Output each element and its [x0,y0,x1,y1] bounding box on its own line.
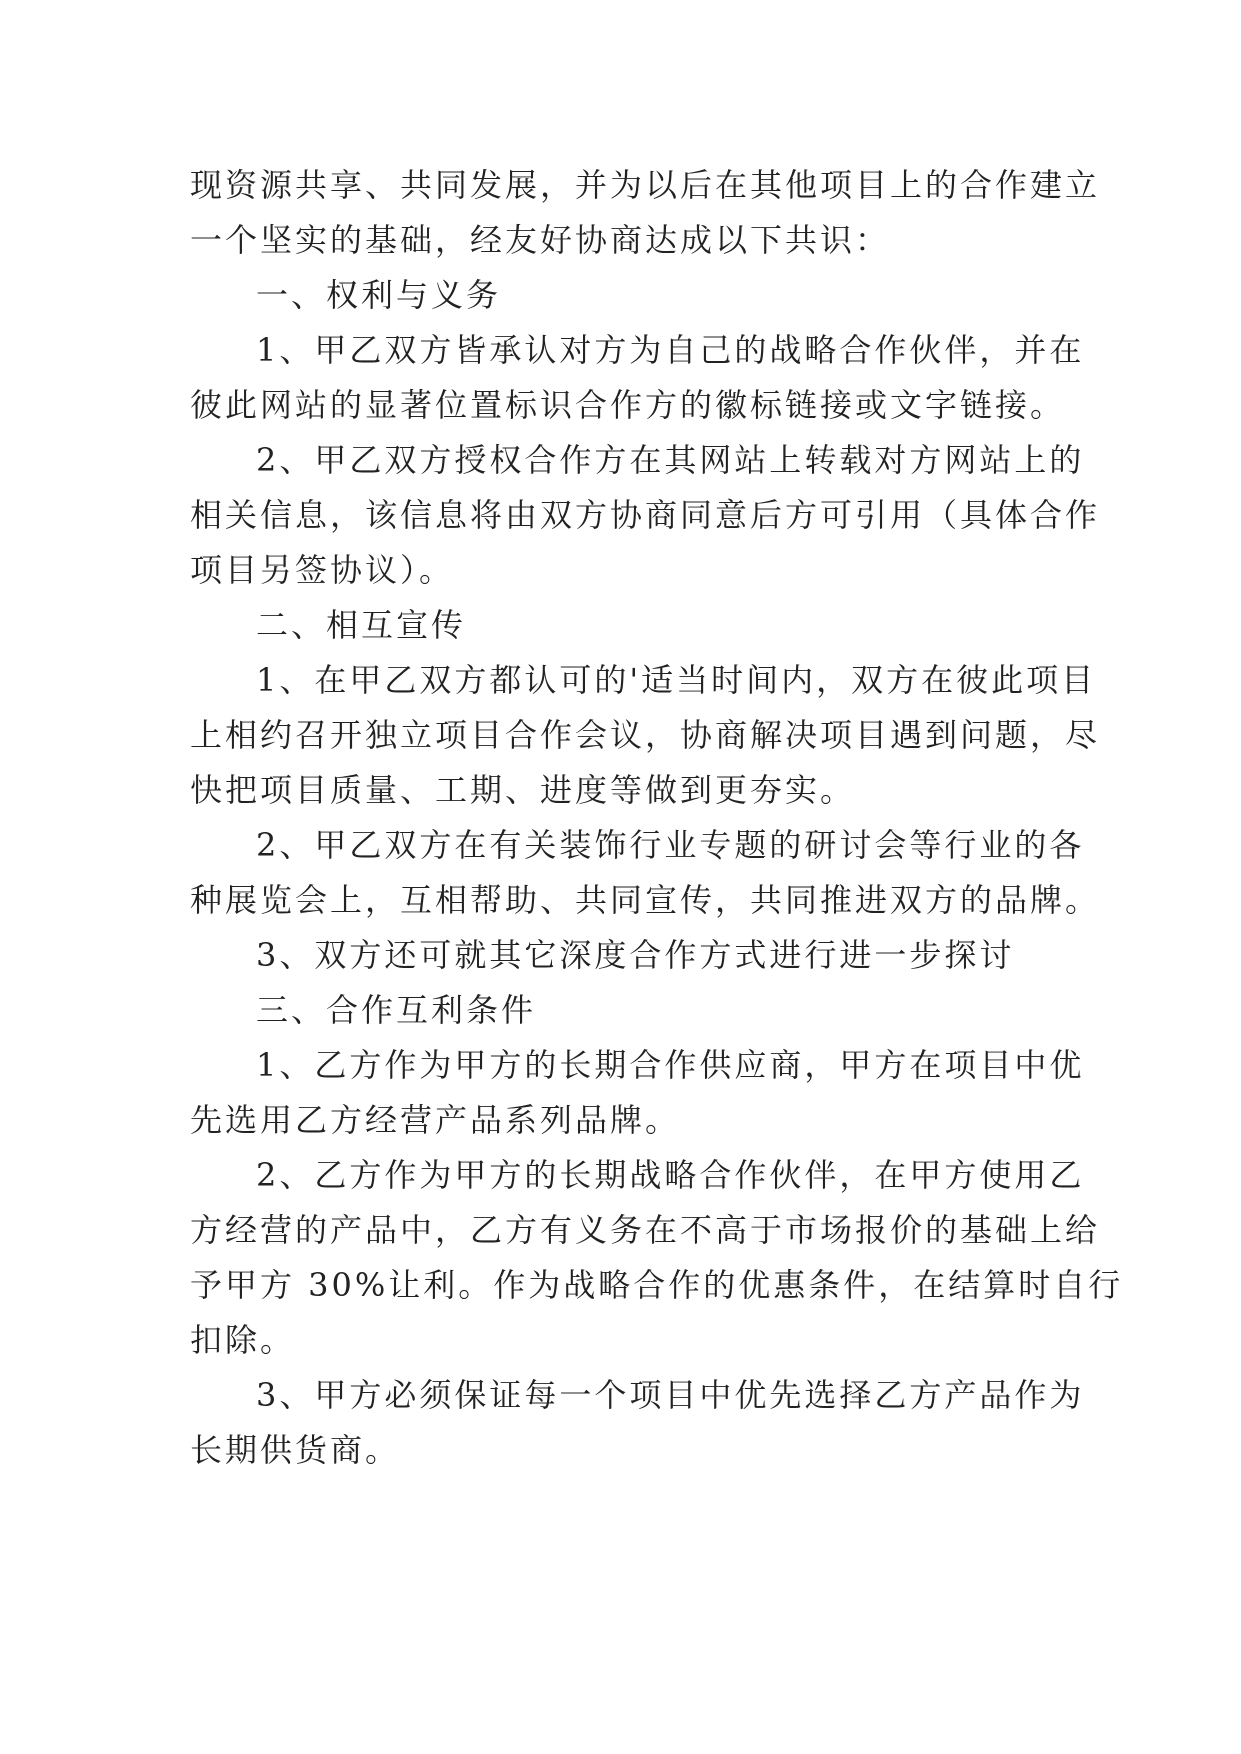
clause-line: 2、甲乙双方在有关装饰行业专题的研讨会等行业的各 [256,826,1085,864]
clause-line: 1、在甲乙双方都认可的'适当时间内，双方在彼此项目 [256,661,1097,699]
clause-line: 2、乙方作为甲方的长期战略合作伙伴，在甲方使用乙 [256,1156,1085,1194]
clause-line: 相关信息，该信息将由双方协商同意后方可引用（具体合作 [190,496,1101,534]
clause-line: 予甲方 30%让利。作为战略合作的优惠条件，在结算时自行 [190,1266,1124,1304]
clause-line: 快把项目质量、工期、进度等做到更夯实。 [190,771,856,809]
clause-line: 1、乙方作为甲方的长期合作供应商，甲方在项目中优 [256,1046,1085,1084]
clause-line: 2、甲乙双方授权合作方在其网站上转载对方网站上的 [256,441,1085,479]
clause-line: 彼此网站的显著位置标识合作方的徽标链接或文字链接。 [190,386,1066,424]
clause-line: 扣除。 [190,1321,296,1359]
clause-line: 上相约召开独立项目合作会议，协商解决项目遇到问题，尽 [190,716,1101,754]
clause-line: 方经营的产品中，乙方有义务在不高于市场报价的基础上给 [190,1211,1101,1249]
section-heading-rights-obligations: 一、权利与义务 [256,276,502,314]
clause-line: 长期供货商。 [190,1431,401,1469]
clause-line: 3、双方还可就其它深度合作方式进行进一步探讨 [256,936,1015,974]
paragraph-line: 现资源共享、共同发展，并为以后在其他项目上的合作建立 [190,166,1101,204]
section-heading-mutual-promotion: 二、相互宣传 [256,606,467,644]
clause-line: 种展览会上，互相帮助、共同宣传，共同推进双方的品牌。 [190,881,1101,919]
document-body [190,158,1124,1478]
clause-line: 1、甲乙双方皆承认对方为自己的战略合作伙伴，并在 [256,331,1085,369]
clause-line: 3、甲方必须保证每一个项目中优先选择乙方产品作为 [256,1376,1085,1414]
paragraph-line: 一个坚实的基础，经友好协商达成以下共识： [190,221,891,259]
section-heading-mutual-benefit: 三、合作互利条件 [256,991,537,1029]
clause-line: 先选用乙方经营产品系列品牌。 [190,1101,681,1139]
clause-line: 项目另签协议）。 [190,551,455,589]
